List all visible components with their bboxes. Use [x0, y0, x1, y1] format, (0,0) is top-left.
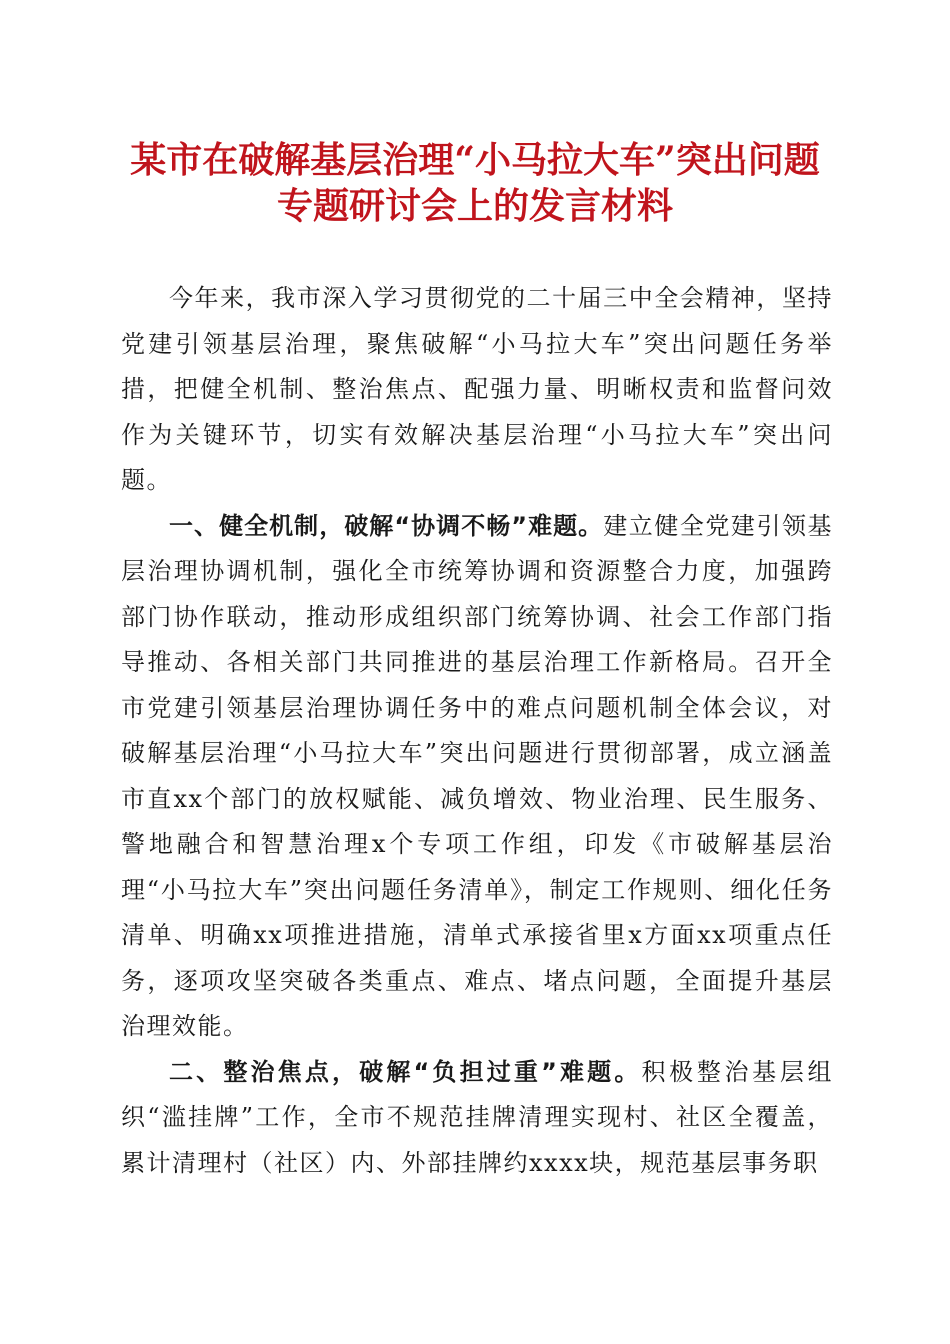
document-title-line-2: 专题研讨会上的发言材料: [276, 185, 673, 227]
document-body: [121, 276, 833, 1186]
section-2-paragraph: [121, 1050, 833, 1187]
section-2-heading: 二、整治焦点，破解“负担过重”难题。: [169, 1057, 642, 1086]
section-1-body: 建立健全党建引领基层治理协调机制，强化全市统筹协调和资源整合力度，加强跨部门协作联动，推动形成组织部门统筹协调、社会工作部门指导推动、各相关部门共同推进的基层治理工作新格局。召开全市党建引领基层治理协调任务中的难点问题机制全体会议，对破解基层治理“小马拉大车”突出问题进行贯彻部署，成立涵盖市直xx个部门的放权赋能、减负增效、物业治理、民生服务、警地融合和智慧治理x个专项工作组，印发《市破解基层治理“小马拉大车”突出问题任务清单》，制定工作规则、细化任务清单、明确xx项推进措施，清单式承接省里x方面xx项重点任务，逐项攻坚突破各类重点、难点、堵点问题，全面提升基层治理效能。: [121, 511, 834, 1040]
section-1-paragraph: [121, 504, 833, 1050]
intro-paragraph: 今年来，我市深入学习贯彻党的二十届三中全会精神，坚持党建引领基层治理，聚焦破解“小马拉大车”突出问题任务举措，把健全机制、整治焦点、配强力量、明晰权责和监督问效作为关键环节，切实有效解决基层治理“小马拉大车”突出问题。: [121, 284, 833, 494]
section-2-body: 积极整治基层组织“滥挂牌”工作，全市不规范挂牌清理实现村、社区全覆盖，累计清理村（社区）内、外部挂牌约xxxx块，规范基层事务职: [121, 1057, 834, 1177]
document-title-line-1: 某市在破解基层治理“小马拉大车”突出问题: [130, 139, 820, 181]
section-1-heading: 一、健全机制，破解“协调不畅”难题。: [169, 511, 604, 540]
